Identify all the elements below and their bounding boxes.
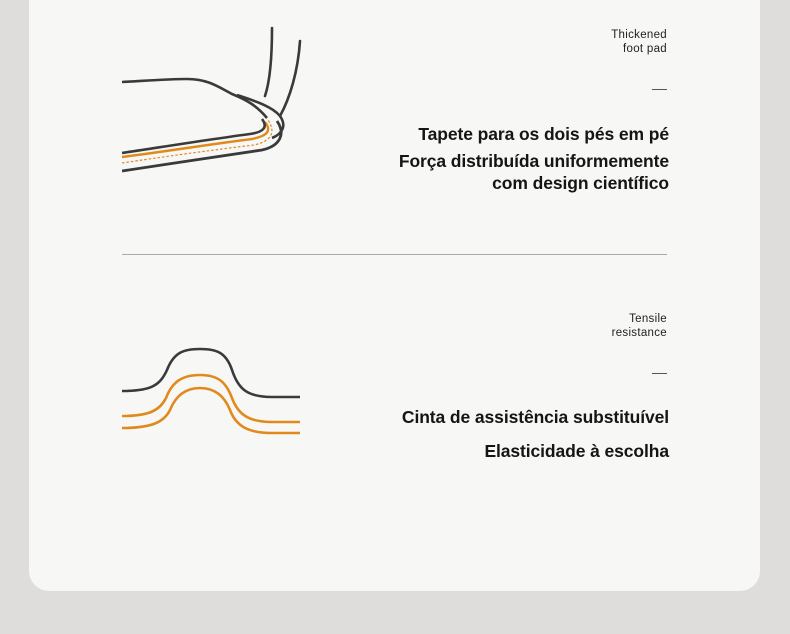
foot-pad-label-line2: foot pad <box>623 43 667 55</box>
foot-pad-illustration <box>122 26 302 176</box>
tensile-label-line2: resistance <box>611 327 667 339</box>
foot-pad-label-line1: Thickened <box>611 29 667 41</box>
feature-card <box>29 0 760 591</box>
tensile-headline-1: Cinta de assistência substituível <box>401 407 669 427</box>
foot-pad-headline-2: Força distribuída uniformemente <box>398 151 669 171</box>
tensile-strap-illustration <box>122 340 302 440</box>
foot-pad-headline-1: Tapete para os dois pés em pé <box>418 124 669 144</box>
tensile-label-line1: Tensile <box>629 313 667 325</box>
foot-pad-dash <box>652 89 667 90</box>
foot-pad-label <box>611 28 667 56</box>
tensile-label <box>612 312 667 340</box>
section-divider <box>122 254 667 255</box>
tensile-dash <box>652 373 667 374</box>
tensile-headline-2: Elasticidade à escolha <box>484 441 669 461</box>
foot-pad-headline-3: com design científico <box>492 173 669 193</box>
